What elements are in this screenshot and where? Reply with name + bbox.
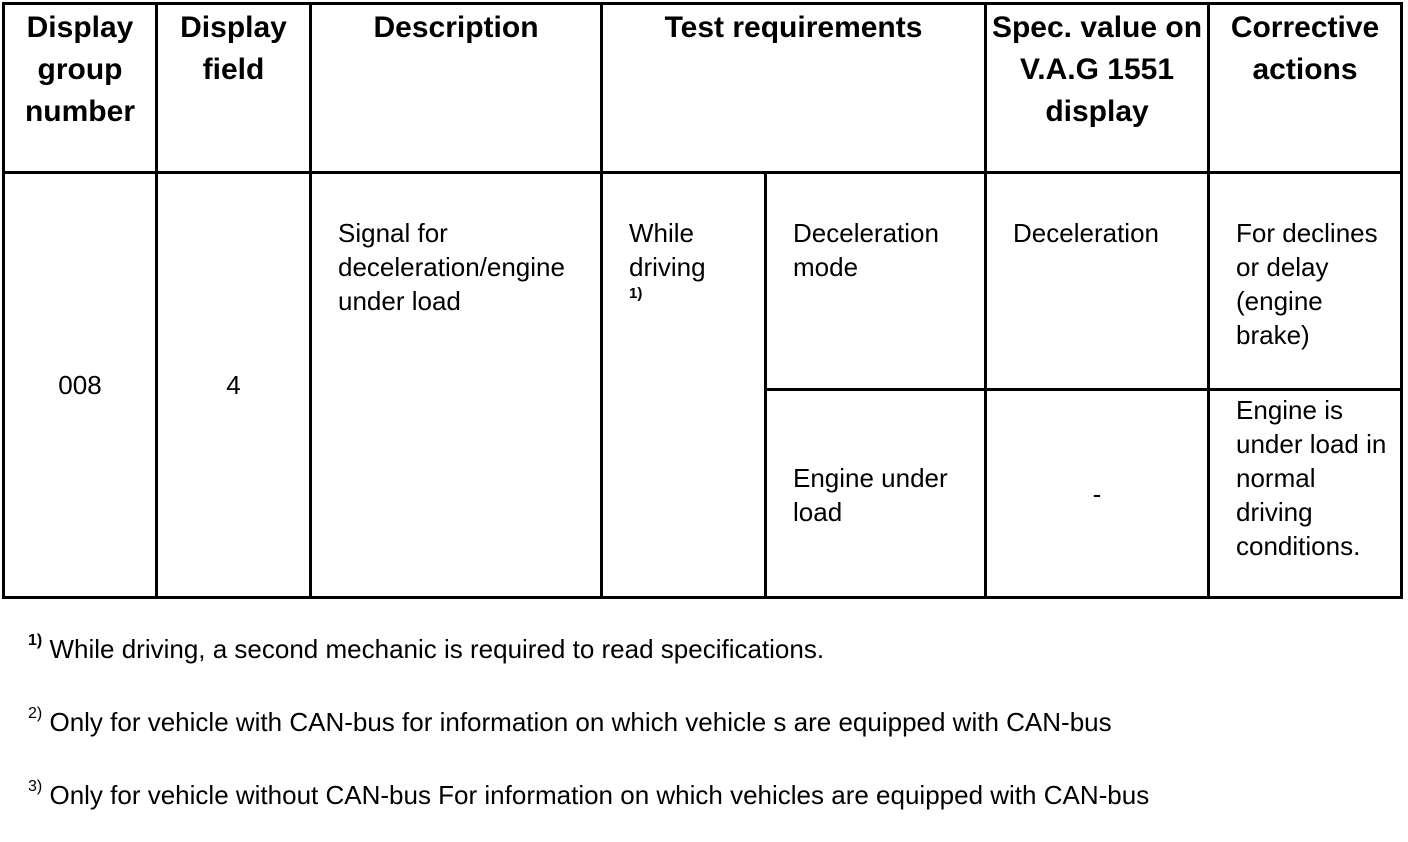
header-test-requirements: Test requirements <box>602 4 986 173</box>
header-display-field: Display field <box>157 4 311 173</box>
cell-display-group-number: 008 <box>4 173 157 598</box>
cell-mode: Deceleration mode <box>766 173 986 390</box>
footnote-text: Only for vehicle without CAN-bus For information on which vehicles are equipped with CAN-bus <box>49 780 1150 810</box>
cell-description: Signal for deceleration/engine under load <box>311 173 602 598</box>
cell-corrective-action: For declines or delay (engine brake) <box>1209 173 1402 390</box>
header-spec-value: Spec. value on V.A.G 1551 display <box>986 4 1209 173</box>
cell-spec-value: - <box>986 390 1209 598</box>
footnote-marker: 1) <box>28 632 43 649</box>
footnote-2 <box>28 705 1188 739</box>
header-row <box>4 4 1402 173</box>
cell-corrective-action: Engine is under load in normal driving conditions. <box>1209 390 1402 598</box>
header-display-group-number: Display group number <box>4 4 157 173</box>
table-row <box>4 173 1402 390</box>
footnote-1 <box>28 632 1188 666</box>
header-description: Description <box>311 4 602 173</box>
cell-mode: Engine under load <box>766 390 986 598</box>
cell-test-condition <box>602 173 766 598</box>
header-corrective-actions: Corrective actions <box>1209 4 1402 173</box>
test-condition-text: While driving <box>629 218 706 282</box>
footnote-text: Only for vehicle with CAN-bus for information on which vehicle s are equipped with CAN-bus <box>49 707 1112 737</box>
cell-display-field: 4 <box>157 173 311 598</box>
footnote-marker: 2) <box>28 705 43 722</box>
footnote-3 <box>28 778 1188 812</box>
cell-spec-value: Deceleration <box>986 173 1209 390</box>
footnote-reference: 1) <box>629 285 643 302</box>
footnote-marker: 3) <box>28 778 43 795</box>
specification-table <box>2 2 1403 599</box>
footnote-text: While driving, a second mechanic is required to read specifications. <box>49 634 825 664</box>
